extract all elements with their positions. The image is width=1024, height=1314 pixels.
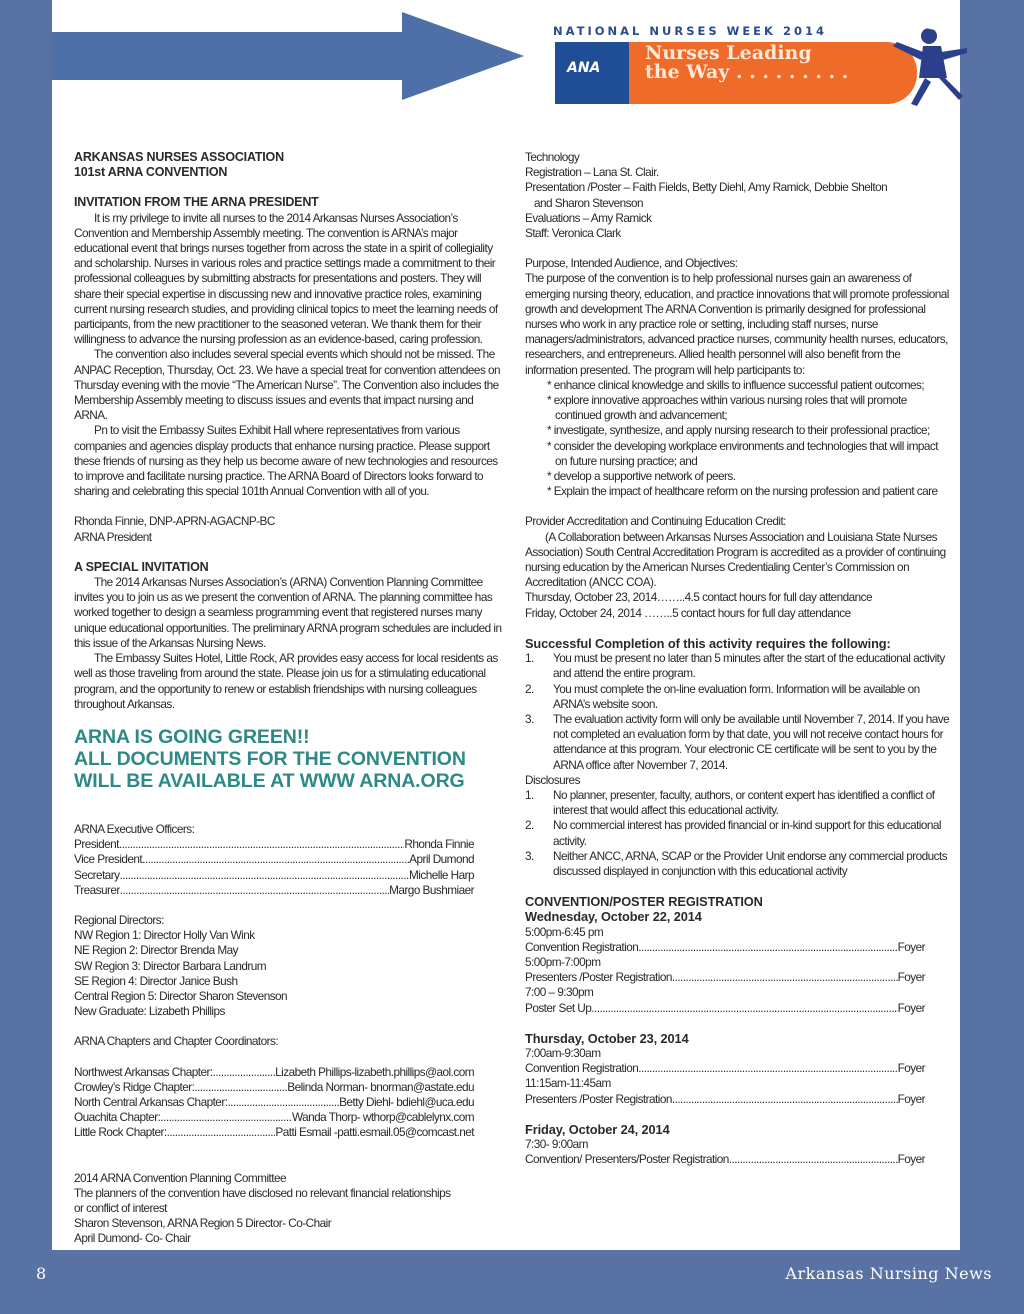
success-heading: Successful Completion of this activity requires the following:: [525, 635, 891, 651]
schedule-row: Presenters /Poster Registration ..... Foyer: [525, 1092, 925, 1107]
presentation-line-2: and Sharon Stevenson: [534, 195, 644, 210]
officer-role: President: [74, 837, 119, 852]
chapter-name: Northwest Arkansas Chapter:: [74, 1064, 213, 1079]
provider-paragraph: (A Collaboration between Arkansas Nurses Association and Louisiana State Nurses Association) South Central Accreditation Program is accredited as a provider of continuing nursing education by the American Nurses Credentialing Center’s Commission on Accreditation (ANCC COA).: [525, 529, 946, 590]
regional-item: Central Region 5: Director Sharon Stevenson: [74, 988, 288, 1003]
signature-title: ARNA President: [74, 529, 152, 544]
objective-item: * Explain the impact of healthcare reform on the nursing profession and patient care: [547, 484, 938, 499]
objective-item: * investigate, synthesize, and apply nursing research to their professional practice;: [547, 423, 930, 438]
thursday-hours: Thursday, October 23, 2014……..4.5 contact hours for full day attendance: [525, 590, 872, 605]
schedule-time: 7:00am-9:30am: [525, 1045, 601, 1060]
officer-name: Michelle Harp: [409, 867, 474, 882]
objective-item: * consider the developing workplace environments and technologies that will impact on future nursing practice; and: [547, 438, 938, 468]
chapter-name: North Central Arkansas Chapter:: [74, 1094, 228, 1109]
officer-row: [74, 883, 474, 898]
chapter-row: [74, 1125, 474, 1140]
chapter-name: Crowley’s Ridge Chapter:: [74, 1079, 195, 1094]
officer-role: Treasurer: [74, 882, 120, 897]
schedule-row: Poster Set Up ..... Foyer: [525, 1001, 925, 1016]
invitation-paragraph-3: Pn to visit the Embassy Suites Exhibit Hall where representatives from various companies and agencies display products that enhance nursing practice. Please support these friends of nursing as they help us become aware of new technologies and resources to improve and facilitate nursing practice. The ARNA Board of Directors looks forward to sharing and celebrating this special 101th Annual Convention with all of you.: [74, 423, 498, 499]
chapter-contact: Patti Esmail -patti.esmail.05@comcast.net: [275, 1125, 474, 1140]
banner-tagline: [645, 44, 848, 82]
officer-row: [74, 868, 474, 883]
org-name: ARKANSAS NURSES ASSOCIATION: [74, 150, 284, 164]
chapter-row: [74, 1095, 474, 1110]
officer-name: Margo Bushmiaer: [389, 882, 474, 897]
tagline-line-2: the Way . . . . . . . . .: [645, 61, 849, 83]
regional-item: SE Region 4: Director Janice Bush: [74, 973, 238, 988]
schedule-row: Convention/ Presenters/Poster Registration ..... Foyer: [525, 1152, 925, 1167]
schedule-day: Wednesday, October 22, 2014: [525, 909, 702, 925]
schedule-time: 5:00pm-7:00pm: [525, 954, 601, 969]
convention-name: 101st ARNA CONVENTION: [74, 165, 228, 180]
page-number: 8: [36, 1264, 47, 1283]
staff-line: Staff: Veronica Clark: [525, 226, 621, 241]
success-item: 2. You must complete the on-line evaluation form. Information will be available on ARNA’s website soon.: [525, 681, 920, 711]
officer-row: [74, 852, 474, 867]
objective-item: * explore innovative approaches within various nursing roles that will promote continued growth and advancement;: [547, 393, 907, 423]
regional-item: SW Region 3: Director Barbara Landrum: [74, 958, 267, 973]
committee-line: Sharon Stevenson, ARNA Region 5 Director- Co-Chair: [74, 1216, 332, 1231]
signature-name: Rhonda Finnie, DNP-APRN-AGACNP-BC: [74, 514, 275, 529]
officers-heading: ARNA Executive Officers:: [74, 821, 195, 836]
nurse-figure-icon: [867, 20, 977, 106]
officer-role: Secretary: [74, 867, 120, 882]
schedule-time: 7:30- 9:00am: [525, 1136, 588, 1151]
schedule: [525, 909, 925, 1167]
ana-logo: [555, 42, 629, 104]
banner-title: NATIONAL NURSES WEEK 2014: [553, 24, 827, 38]
left-column: [74, 150, 502, 1247]
invitation-paragraph-1: It is my privilege to invite all nurses to the 2014 Arkansas Nurses Association’s Convention and Membership Assembly meeting. The convention is ARNA’s major educational event that brings nurses together from across the state in a spirit of collegiality and scholarship. Nurses in various roles and practice settings made a commitment to their professional colleagues by submitting abstracts for presentations and posters. They will share their special expertise in discussing new and innovative practice roles, examining current nursing research studies, and providing clinical topics to meet the learning needs of participants, from the new practitioner to the seasoned veteran. We thank them for their willingness to advance the nursing profession as an evidence-based, caring profession.: [74, 210, 498, 347]
chapter-contact: Betty Diehl- bdiehl@uca.edu: [339, 1094, 474, 1109]
officer-role: Vice President: [74, 852, 143, 867]
objective-item: * enhance clinical knowledge and skills to influence successful patient outcomes;: [547, 377, 925, 392]
schedule-row: Convention Registration ..... Foyer: [525, 1061, 925, 1076]
officer-name: Rhonda Finnie: [404, 837, 474, 852]
objective-item: * develop a supportive network of peers.: [547, 469, 736, 484]
schedule-row: Convention Registration ..... Foyer: [525, 940, 925, 955]
chapter-contact: Belinda Norman- bnorman@astate.edu: [287, 1079, 474, 1094]
registration-line: Registration – Lana St. Clair.: [525, 165, 659, 180]
schedule-day: Thursday, October 23, 2014: [525, 1030, 689, 1046]
chapter-contact: Wanda Thorp- wthorp@cablelynx.com: [291, 1110, 474, 1125]
committee-heading: 2014 ARNA Convention Planning Committee: [74, 1170, 287, 1185]
officer-row: [74, 837, 474, 852]
chapter-row: [74, 1080, 474, 1095]
disclosures-heading: Disclosures: [525, 772, 580, 787]
special-invitation-paragraph-2: The Embassy Suites Hotel, Little Rock, AR provides easy access for local residents as well as those traveling from around the state. Please join us for a stimulating educational program, and the opportunity to renew or establish friendships with nursing colleagues throughout Arkansas.: [74, 651, 498, 711]
friday-hours: Friday, October 24, 2014 ……..5 contact hours for full day attendance: [525, 605, 851, 620]
publication-title: Arkansas Nursing News: [785, 1264, 992, 1283]
registration-heading: CONVENTION/POSTER REGISTRATION: [525, 894, 763, 910]
presentation-line: Presentation /Poster – Faith Fields, Betty Diehl, Amy Ramick, Debbie Shelton: [525, 180, 888, 195]
chapter-name: Ouachita Chapter:: [74, 1110, 161, 1125]
right-column: [525, 150, 951, 1167]
tagline-panel: [629, 42, 917, 104]
officer-name: April Dumond: [409, 852, 474, 867]
success-item: 1. You must be present no later than 5 minutes after the start of the educational activity and attend the entire program.: [525, 651, 945, 681]
chapter-row: [74, 1110, 474, 1125]
schedule-row: Presenters /Poster Registration ..... Foyer: [525, 970, 925, 985]
committee-line: April Dumond- Co- Chair: [74, 1231, 191, 1246]
purpose-paragraph: The purpose of the convention is to help professional nurses gain an awareness of emerging nursing theory, education, and practice innovations that will promote professional growth and development The ARNA Convention is primarily designed for professional nurses who work in any practice role or setting, including staff nurses, nurse managers/administrators, advanced practice nurses, community health nurses, educators, researchers, and entrepreneurs. Allied health personnel will also benefit from the information presented. The program will help participants to:: [525, 271, 949, 377]
evaluations-line: Evaluations – Amy Ramick: [525, 210, 652, 225]
chapters-heading: ARNA Chapters and Chapter Coordinators:: [74, 1034, 279, 1049]
schedule-day: Friday, October 24, 2014: [525, 1121, 670, 1137]
provider-heading: Provider Accreditation and Continuing Education Credit:: [525, 514, 786, 529]
website-heading: WILL BE AVAILABLE AT WWW ARNA.ORG: [74, 769, 465, 792]
regional-item: NW Region 1: Director Holly Van Wink: [74, 928, 255, 943]
officers-list: [74, 837, 474, 898]
chapter-row: [74, 1065, 474, 1080]
arrow-graphic: [52, 12, 528, 102]
schedule-time: 5:00pm-6:45 pm: [525, 924, 604, 939]
invitation-heading: INVITATION FROM THE ARNA PRESIDENT: [74, 195, 319, 210]
special-invitation-heading: A SPECIAL INVITATION: [74, 559, 209, 574]
disclosure-item: 1. No planner, presenter, faculty, authors, or content expert has identified a conflict of interest that would affect this educational activity.: [525, 787, 935, 818]
committee-line: The planners of the convention have disclosed no relevant financial relationships: [74, 1185, 451, 1200]
disclosure-item: 3. Neither ANCC, ARNA, SCAP or the Provider Unit endorse any commercial products discussed displayed in conjunction with this educational activity: [525, 848, 948, 878]
going-green-heading: ARNA IS GOING GREEN!!: [74, 725, 310, 748]
nurses-week-banner: [553, 22, 923, 110]
disclosure-item: 2. No commercial interest has provided financial or in-kind support for this educational activity.: [525, 818, 941, 848]
regional-item: New Graduate: Lizabeth Phillips: [74, 1004, 225, 1019]
chapters-list: [74, 1065, 474, 1141]
ana-logo-text: ANA: [567, 60, 601, 76]
success-item: 3. The evaluation activity form will only be available until November 7, 2014. If you have not completed an evaluation form by that date, you will not receive contact hours for attendance at this program. Your electronic CE certificate will be sent to you by the ARNA office after November 7, 2014.: [525, 711, 950, 772]
tagline-line-1: Nurses Leading: [645, 42, 812, 64]
schedule-time: 7:00 – 9:30pm: [525, 985, 594, 1000]
documents-heading: ALL DOCUMENTS FOR THE CONVENTION: [74, 747, 466, 770]
invitation-paragraph-2: The convention also includes several special events which should not be missed. The ANPAC Reception, Thursday, Oct. 23. We have a special treat for convention attendees on Thursday evening with the movie “The American Nurse”. The Convention also includes the Membership Assembly meeting to discuss issues and events that impact nursing and ARNA.: [74, 347, 501, 423]
tech-line: Technology: [525, 150, 580, 164]
purpose-heading: Purpose, Intended Audience, and Objectives:: [525, 256, 738, 271]
objectives-list: [525, 378, 951, 500]
regional-heading: Regional Directors:: [74, 912, 164, 927]
committee-line: or conflict of interest: [74, 1200, 167, 1215]
regional-item: NE Region 2: Director Brenda May: [74, 943, 239, 958]
chapter-contact: Lizabeth Phillips-lizabeth.phillips@aol.com: [275, 1064, 474, 1079]
special-invitation-paragraph-1: The 2014 Arkansas Nurses Association’s (ARNA) Convention Planning Committee invites you to join us as we present the convention of ARNA. The planning committee has worked together to design a seamless programming event that registered nurses many unique educational opportunities. The preliminary ARNA program schedules are included in this issue of the Arkansas Nursing News.: [74, 575, 502, 650]
schedule-time: 11:15am-11:45am: [525, 1076, 611, 1091]
chapter-name: Little Rock Chapter:: [74, 1125, 167, 1140]
